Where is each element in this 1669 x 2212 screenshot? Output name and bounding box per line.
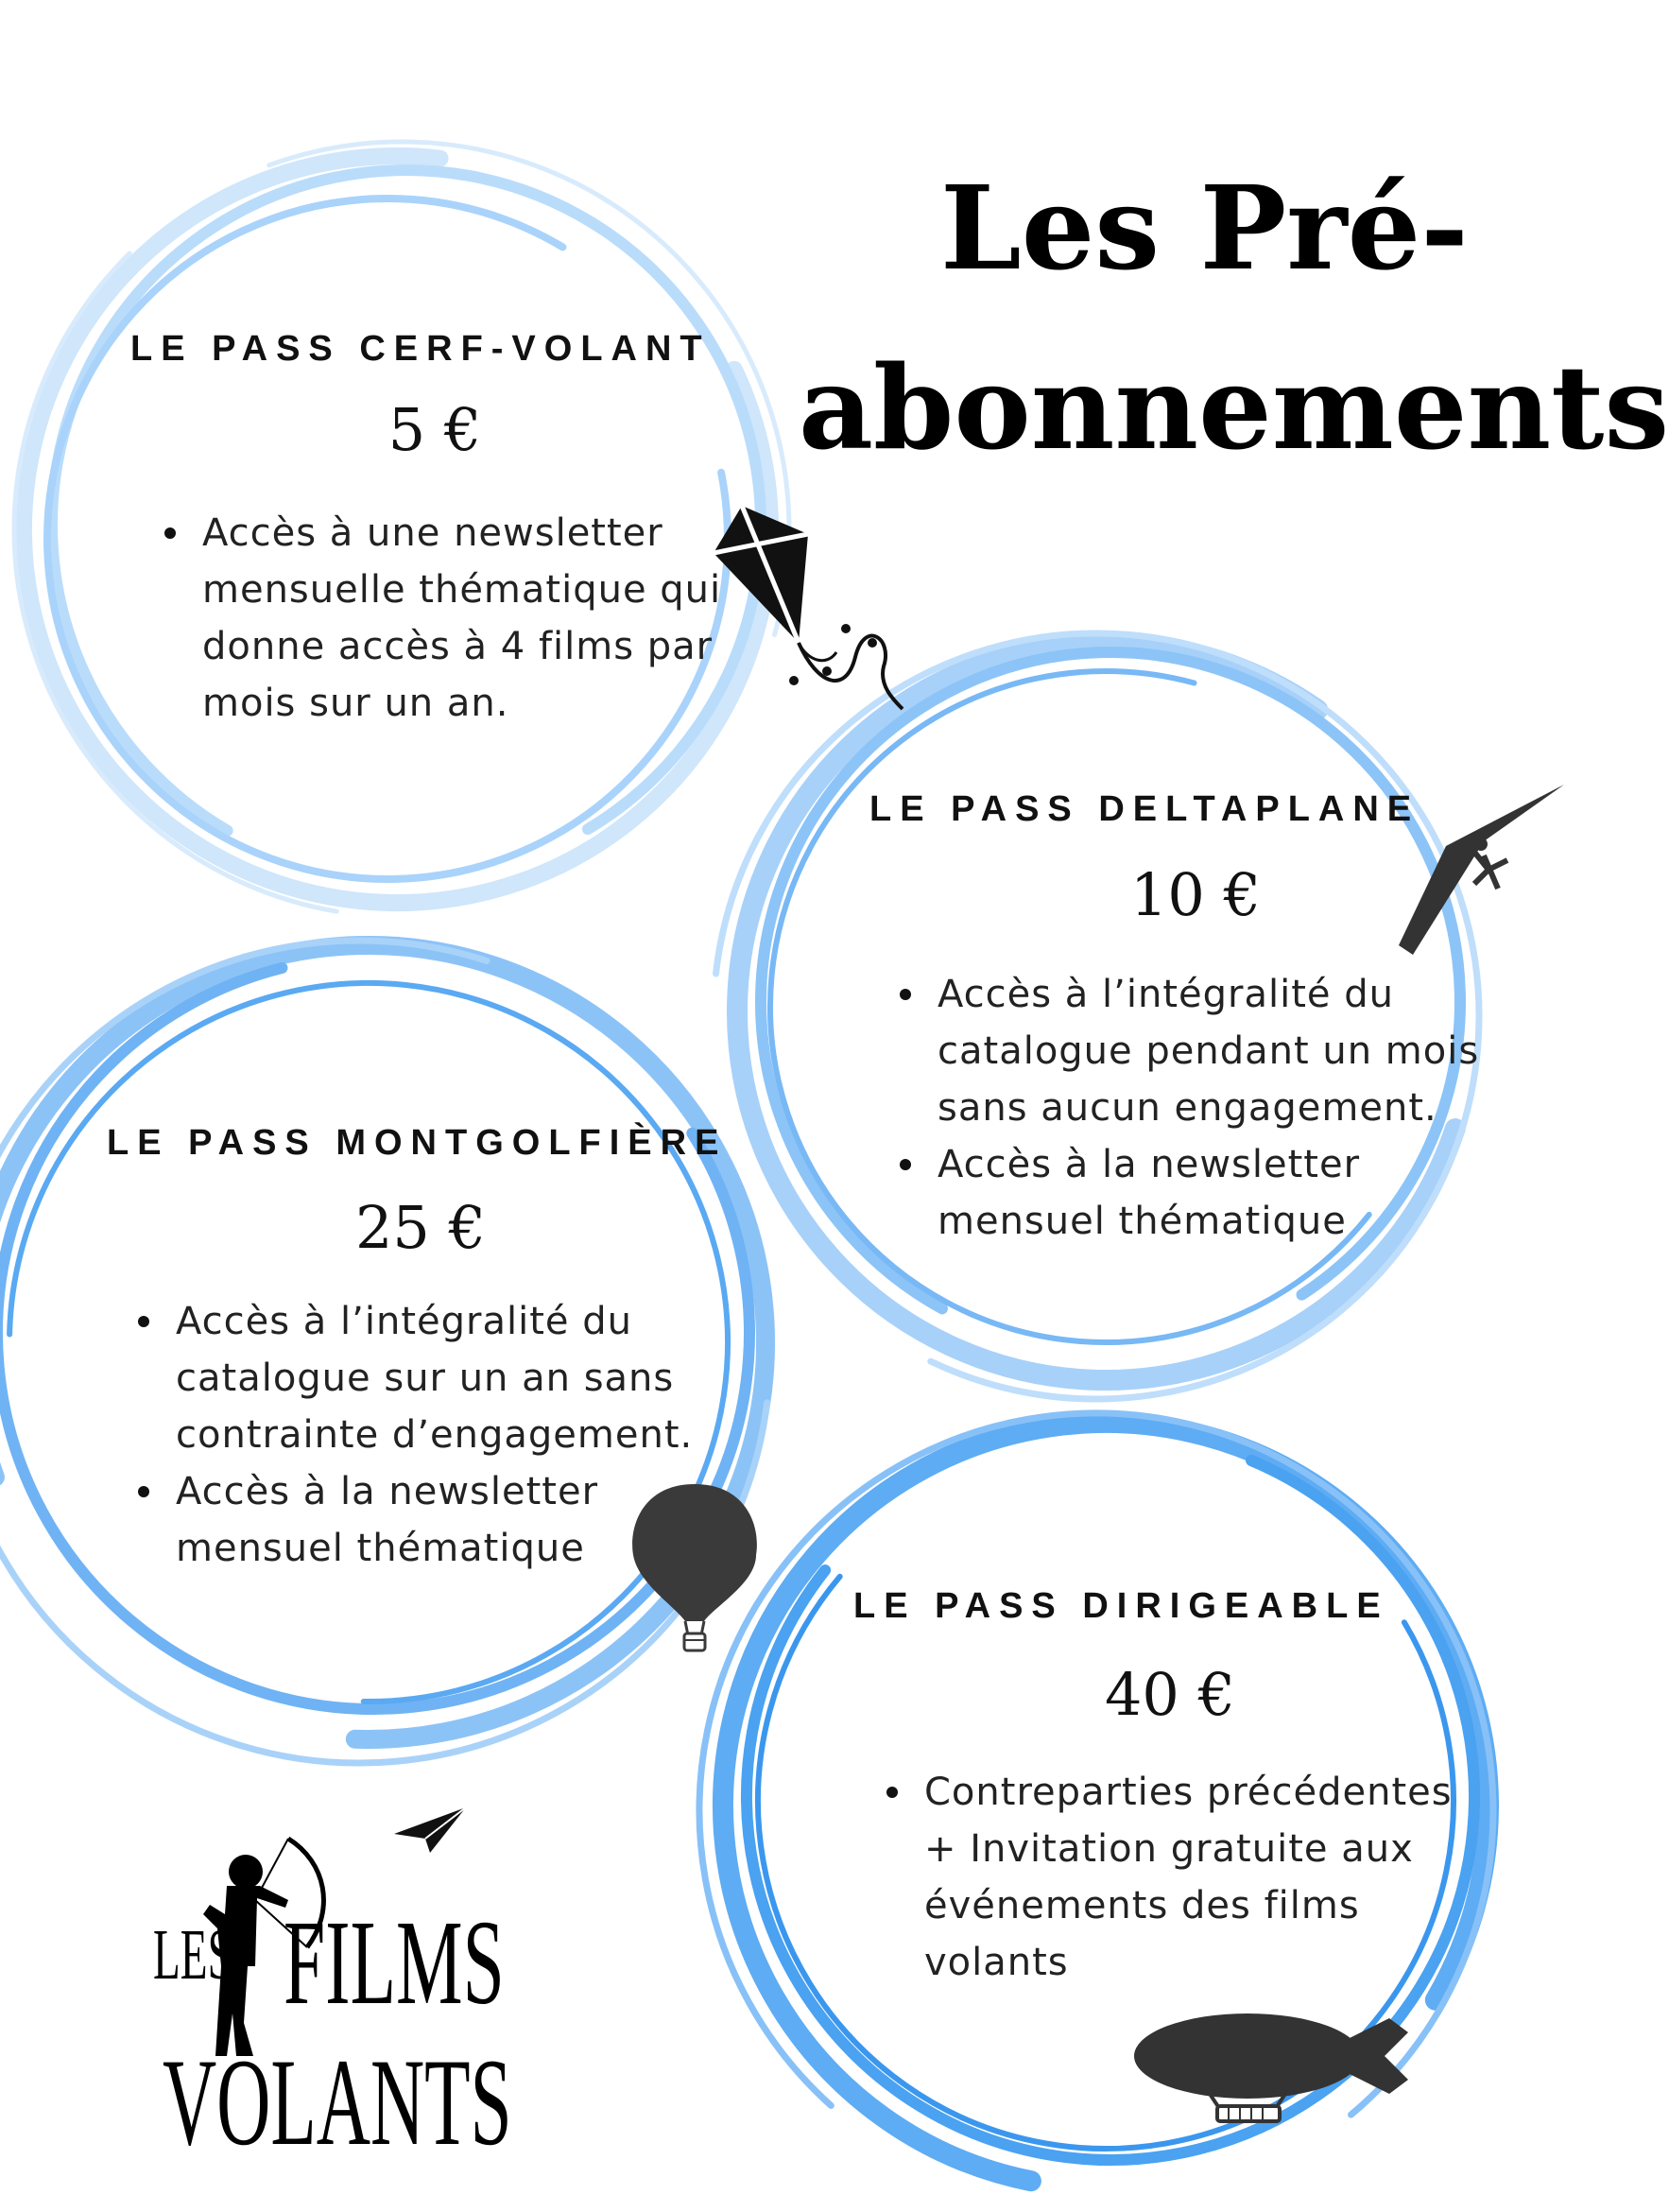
pass-dirigeable-features [881,1764,1467,1991]
pass-montgolfiere-name: LE PASS MONTGOLFIÈRE [107,1123,728,1163]
pass-montgolfiere-price: 25 € [354,1193,487,1262]
pass-deltaplane-features [894,966,1499,1250]
pass-dirigeable-name: LE PASS DIRIGEABLE [853,1586,1389,1626]
pass-deltaplane-price: 10 € [1129,860,1262,929]
pass-cerf-volant-price: 5 € [387,395,482,464]
feature-item: Accès à l’intégralité du catalogue pendant un mois sans aucun engagement. [894,966,1499,1136]
logo-films: FILMS [284,1895,505,2030]
page-title-line-1: Les Pré- [940,160,1469,296]
airship-icon [1134,2004,1418,2127]
pass-deltaplane-name: LE PASS DELTAPLANE [869,789,1420,829]
paper-plane-icon [392,1806,468,1862]
feature-item: Accès à la newsletter mensuel thématique [132,1463,737,1577]
pass-cerf-volant-features [159,505,726,732]
pass-dirigeable-price: 40 € [1104,1660,1236,1729]
hot-air-balloon-icon [624,1479,766,1659]
hang-glider-icon [1394,780,1564,959]
feature-item: Accès à l’intégralité du catalogue sur un an sans contrainte d’engagement. [132,1293,737,1463]
kite-icon [704,477,912,714]
logo-volants: VOLANTS [163,2032,512,2171]
feature-item: Contreparties précédentes + Invitation gratuite aux événements des films volants [881,1764,1467,1991]
logo-les: LES [153,1915,232,1995]
feature-item: Accès à la newsletter mensuel thématique [894,1136,1499,1250]
feature-item: Accès à une newsletter mensuelle thématique qui donne accès à 4 films par mois sur un an. [159,505,726,732]
pass-cerf-volant-name: LE PASS CERF-VOLANT [130,329,711,369]
page-title-line-2: abonnements [799,339,1669,475]
